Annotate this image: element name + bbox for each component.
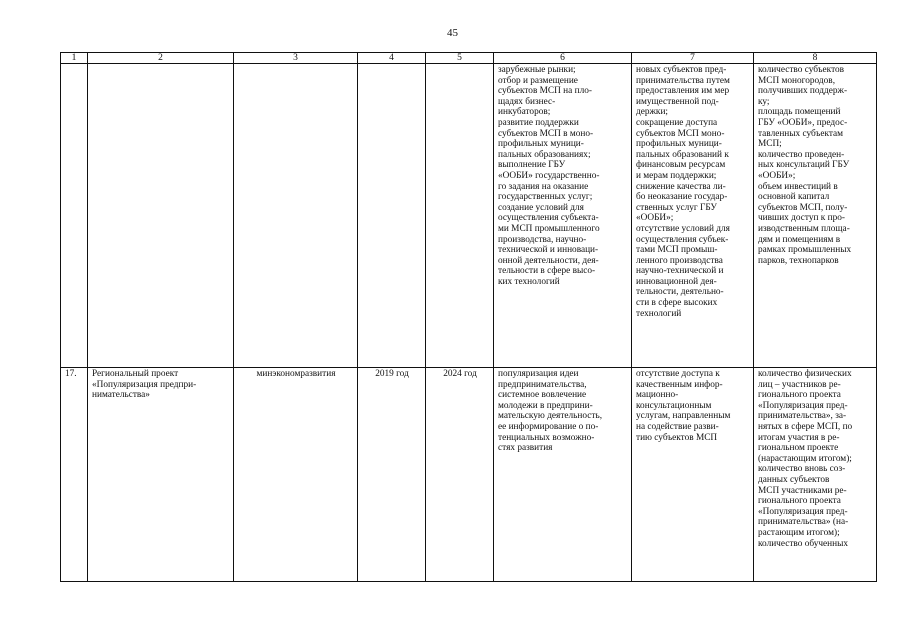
page-number: 45 <box>447 27 458 39</box>
table-row <box>61 64 877 368</box>
column-number: 8 <box>754 53 877 64</box>
consequences-cell: новых субъектов пред- принимательства путем предоставления им мер имущественной под- держки; сокращение доступа субъектов МСП моно- профильных муници- пальных образований к финансовым ресурсам и мерам поддержки; снижение качества ли- бо неоказание государ- ственных услуг ГБУ «ООБИ»; отсутствие условий для осуществления субъек- тами МСП промыш- ленного производства научно-технической и инновационной дея- тельности, деятельно- сти в сфере высоких технологий <box>632 64 754 368</box>
project-name-cell: Региональный проект «Популяризация предпри- нимательства» <box>88 368 234 582</box>
indicators-cell: количество физических лиц – участников ре- гионального проекта «Популяризация пред- принимательства», за- нятых в сфере МСП, по итогам участия в ре- гиональном проекте (нарастающим итогом); количество вновь соз- данных субъектов МСП участниками ре- гионального проекта «Популяризация пред- принимательства» (на- растающим итогом); количество обученных <box>754 368 877 582</box>
responsible-cell <box>234 64 358 368</box>
end-year-cell <box>426 64 494 368</box>
directions-cell: зарубежные рынки; отбор и размещение субъектов МСП на пло- щадях бизнес- инкубаторов; развитие поддержки субъектов МСП в моно- профильных муници- пальных образованиях; выполнение ГБУ «ООБИ» государственно- го задания на оказание государственных услуг; создание условий для осуществления субъекта- ми МСП промышленного производства, научно- технической и инноваци- онной деятельности, дея- тельности в сфере высо- ких технологий <box>494 64 632 368</box>
indicators-cell: количество субъектов МСП моногородов, получивших поддерж- ку; площадь помещений ГБУ «ООБИ», предос- тавленных субъектам МСП; количество проведен- ных консультаций ГБУ «ООБИ»; объем инвестиций в основной капитал субъектов МСП, полу- чивших доступ к про- изводственным площа- дям и помещениям в рамках промышленных парков, технопарков <box>754 64 877 368</box>
consequences-cell: отсутствие доступа к качественным инфор- мационно- консультационным услугам, направленным на содействие разви- тию субъектов МСП <box>632 368 754 582</box>
column-number: 1 <box>61 53 88 64</box>
end-year-cell: 2024 год <box>426 368 494 582</box>
column-number: 3 <box>234 53 358 64</box>
column-number: 2 <box>88 53 234 64</box>
table-row <box>61 368 877 582</box>
column-number: 7 <box>632 53 754 64</box>
column-number-row <box>61 53 877 64</box>
directions-cell: популяризация идеи предпринимательства, системное вовлечение молодежи в предприни- мательскую деятельность, ее информирование о по- тенциальных возможно- стях развития <box>494 368 632 582</box>
row-number-cell <box>61 64 88 368</box>
row-number-cell: 17. <box>61 368 88 582</box>
column-number: 4 <box>358 53 426 64</box>
start-year-cell: 2019 год <box>358 368 426 582</box>
start-year-cell <box>358 64 426 368</box>
column-number: 6 <box>494 53 632 64</box>
project-name-cell <box>88 64 234 368</box>
responsible-cell: минэкономразвития <box>234 368 358 582</box>
column-number: 5 <box>426 53 494 64</box>
measures-table <box>60 52 877 582</box>
